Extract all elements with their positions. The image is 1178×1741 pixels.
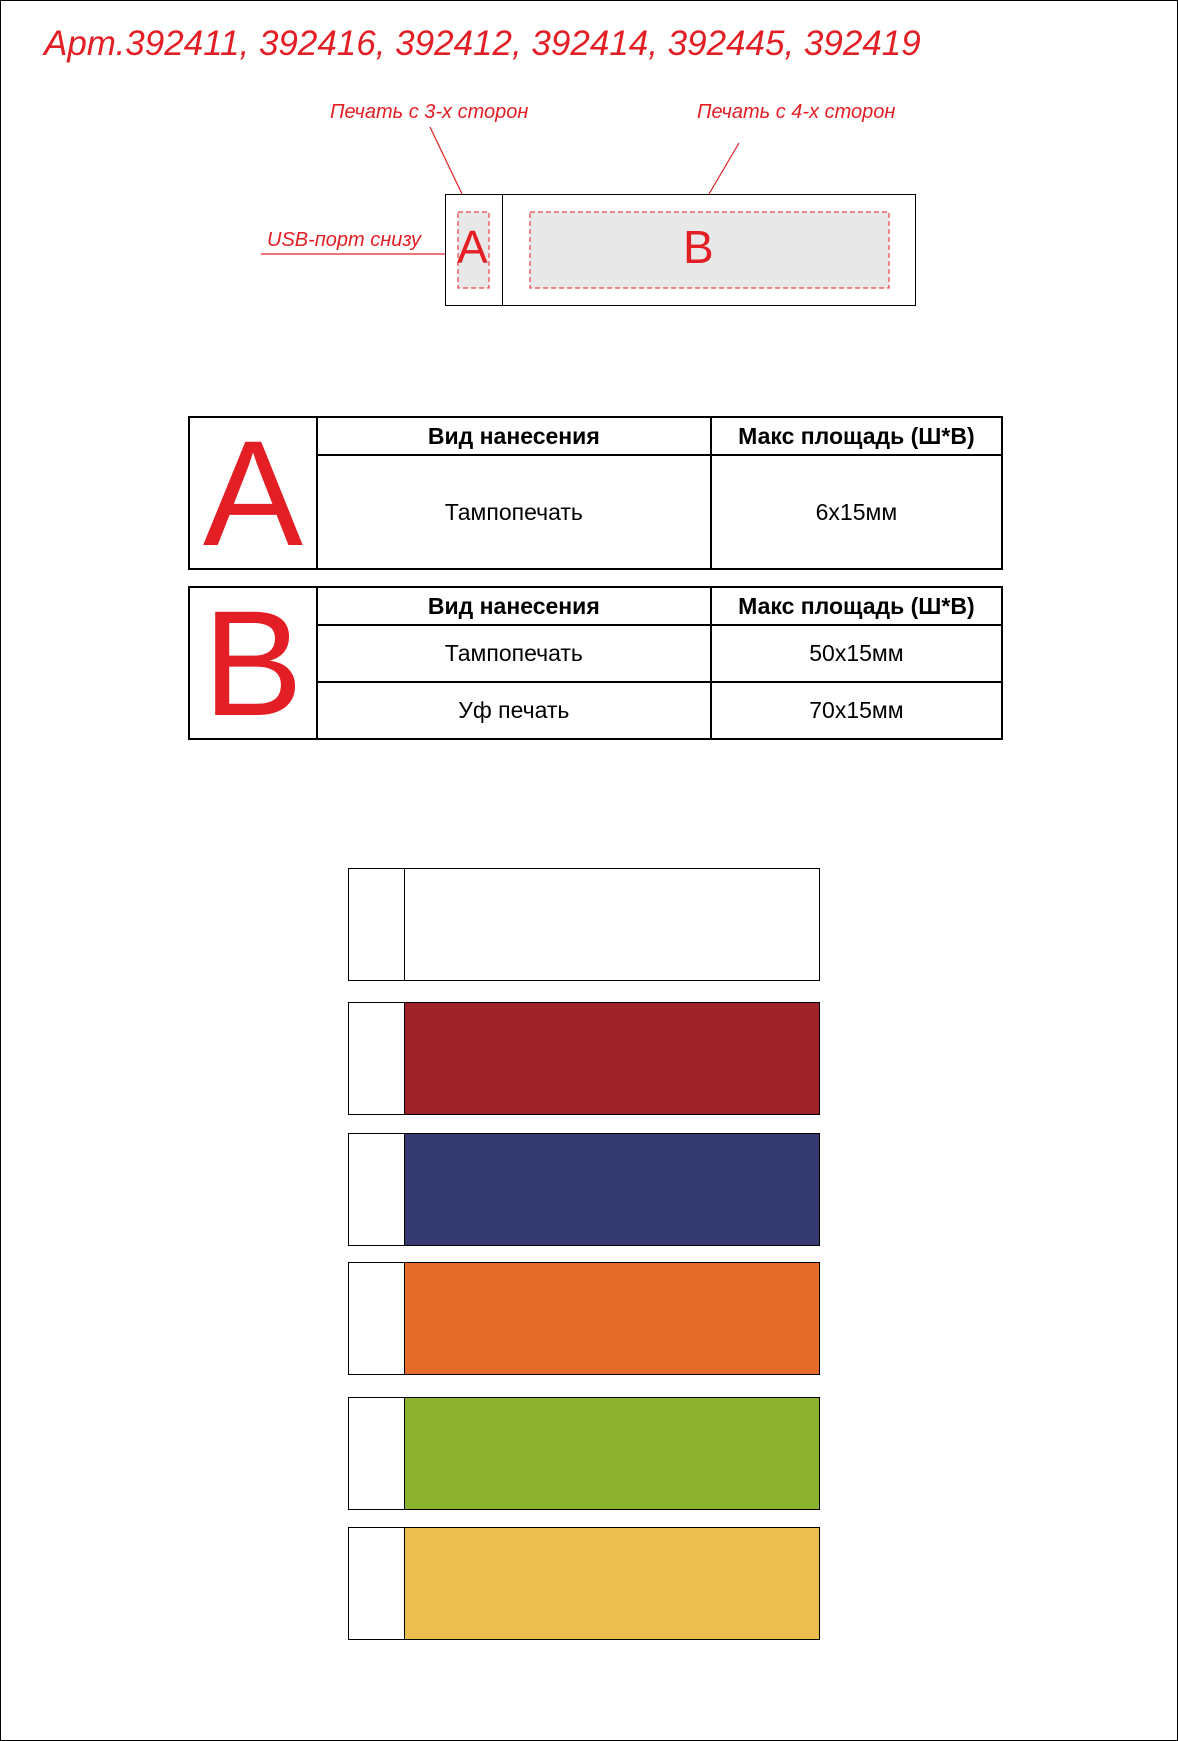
table-b-row2-area: 70х15мм (711, 682, 1002, 739)
callout-usb: USB-порт снизу (267, 229, 422, 251)
swatch-body (405, 1003, 819, 1114)
callout-four-sides: Печать с 4-х сторон (697, 101, 896, 123)
swatch-cap (349, 1134, 405, 1245)
print-zones-diagram (0, 0, 1178, 330)
color-swatch-blue (348, 1133, 820, 1246)
table-b-header-method: Вид нанесения (317, 587, 711, 625)
table-a-row-method: Тампопечать (317, 455, 711, 569)
table-b-letter: B (189, 587, 317, 739)
callout-line-three-sides (430, 127, 462, 194)
table-a-header-method: Вид нанесения (317, 417, 711, 455)
callout-line-four-sides (709, 143, 739, 194)
page-title: Арт.392411, 392416, 392412, 392414, 392445, 392419 (44, 24, 921, 63)
swatch-cap (349, 1528, 405, 1639)
color-swatch-yellow (348, 1527, 820, 1640)
color-swatch-green (348, 1397, 820, 1510)
swatch-cap (349, 869, 405, 980)
swatch-cap (349, 1398, 405, 1509)
spec-table-a (188, 409, 1003, 577)
table-b-row1-method: Тампопечать (317, 625, 711, 682)
swatch-body (405, 1263, 819, 1374)
table-a-header-area: Макс площадь (Ш*В) (711, 417, 1002, 455)
callout-three-sides: Печать с 3-х сторон (330, 101, 529, 123)
swatch-body (405, 1528, 819, 1639)
color-swatch-red (348, 1002, 820, 1115)
table-b-row2-method: Уф печать (317, 682, 711, 739)
swatch-cap (349, 1003, 405, 1114)
swatch-body (405, 869, 819, 980)
swatch-body (405, 1398, 819, 1509)
table-a-row-area: 6х15мм (711, 455, 1002, 569)
spec-table-b (188, 579, 1003, 747)
color-swatch-white (348, 868, 820, 981)
zone-a-label: A (457, 221, 488, 273)
table-a-letter: A (189, 417, 317, 569)
swatch-body (405, 1134, 819, 1245)
swatch-cap (349, 1263, 405, 1374)
table-b-header-area: Макс площадь (Ш*В) (711, 587, 1002, 625)
table-b-row1-area: 50х15мм (711, 625, 1002, 682)
color-swatch-orange (348, 1262, 820, 1375)
zone-b-label: B (683, 221, 714, 273)
